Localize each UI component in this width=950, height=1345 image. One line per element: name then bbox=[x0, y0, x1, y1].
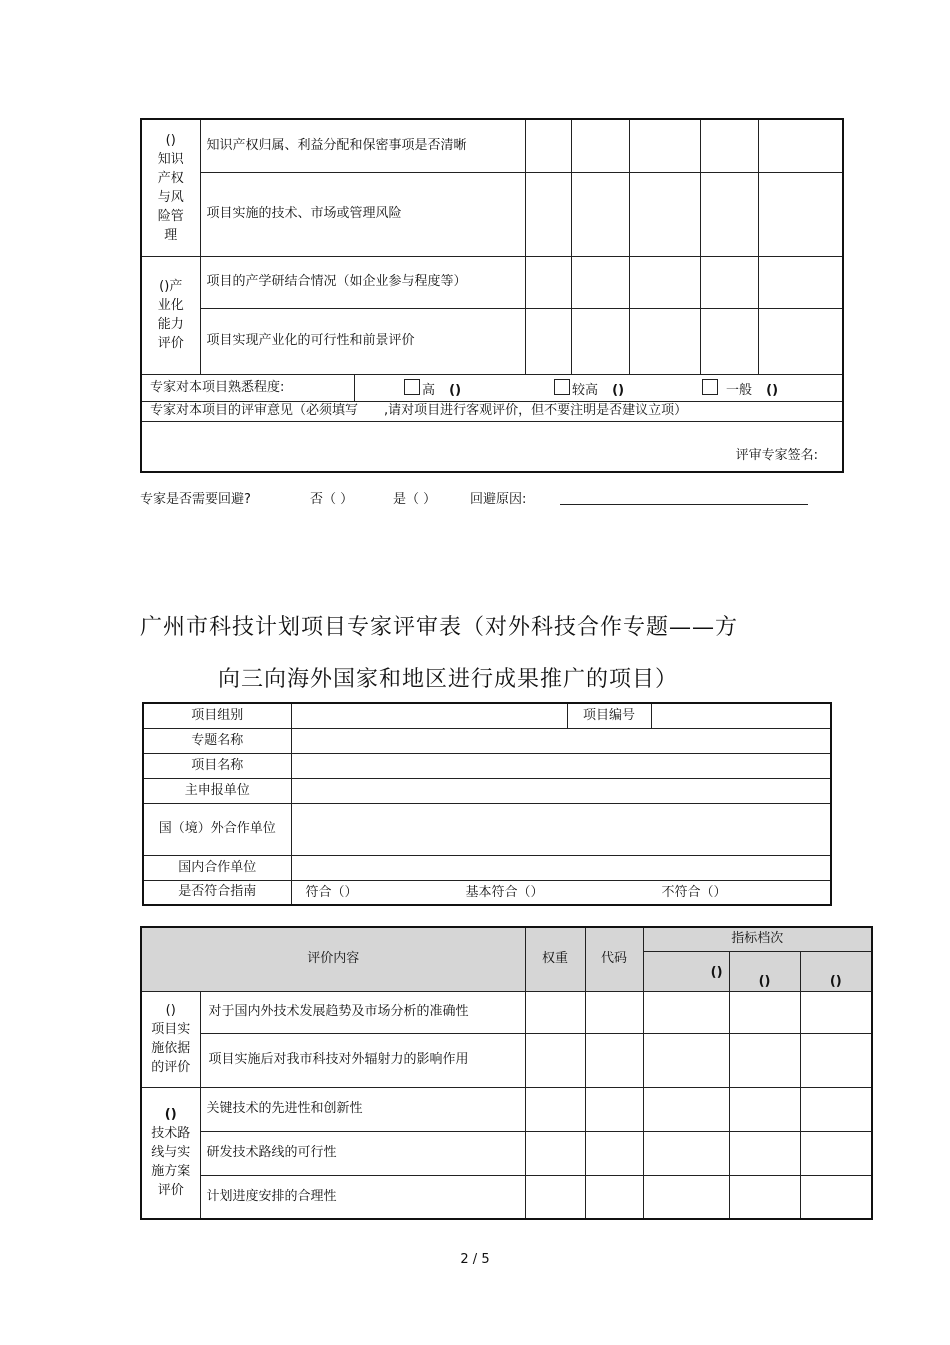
checkbox-icon[interactable] bbox=[404, 379, 420, 395]
score-cell[interactable] bbox=[585, 1175, 643, 1219]
score-cell[interactable] bbox=[758, 119, 843, 172]
score-cell[interactable] bbox=[629, 256, 700, 308]
value-group[interactable] bbox=[291, 703, 567, 728]
score-cell[interactable] bbox=[729, 1131, 800, 1175]
section-basis-label: () 项目实 施依据 的评价 bbox=[141, 991, 200, 1087]
guideline-option-basic[interactable]: 基本符合（） bbox=[465, 884, 544, 900]
label-topic: 专题名称 bbox=[143, 728, 291, 753]
criterion-industry-academia: 项目的产学研结合情况（如企业参与程度等） bbox=[200, 256, 525, 308]
criterion-route-feasibility: 研发技术路线的可行性 bbox=[200, 1131, 525, 1175]
guideline-option-match[interactable]: 符合（） bbox=[305, 884, 358, 900]
score-cell[interactable] bbox=[525, 172, 571, 256]
score-cell[interactable] bbox=[729, 1175, 800, 1219]
criterion-ip-clarity: 知识产权归属、利益分配和保密事项是否清晰 bbox=[200, 119, 525, 172]
avoidance-no[interactable]: 否（ ） bbox=[310, 492, 354, 507]
form-title-line-2: 向三向海外国家和地区进行成果推广的项目） bbox=[218, 667, 679, 692]
checkbox-icon[interactable] bbox=[702, 379, 718, 395]
score-cell[interactable] bbox=[629, 172, 700, 256]
score-cell[interactable] bbox=[700, 308, 758, 374]
familiarity-label: 专家对本项目熟悉程度: bbox=[142, 375, 355, 401]
score-cell[interactable] bbox=[571, 119, 629, 172]
guideline-options bbox=[291, 880, 831, 905]
score-cell[interactable] bbox=[758, 172, 843, 256]
score-cell[interactable] bbox=[525, 308, 571, 374]
value-topic[interactable] bbox=[291, 728, 831, 753]
score-cell[interactable] bbox=[585, 1087, 643, 1131]
score-cell[interactable] bbox=[643, 1131, 729, 1175]
criterion-trend-analysis: 对于国内外技术发展趋势及市场分析的准确性 bbox=[200, 991, 525, 1033]
form-title-line-1: 广州市科技计划项目专家评审表（对外科技合作专题——方 bbox=[140, 615, 739, 640]
score-cell[interactable] bbox=[525, 991, 585, 1033]
score-cell[interactable] bbox=[643, 991, 729, 1033]
score-cell[interactable] bbox=[800, 991, 872, 1033]
familiarity-row bbox=[141, 374, 843, 401]
score-cell[interactable] bbox=[643, 1087, 729, 1131]
familiarity-option-high[interactable]: 高 () bbox=[404, 379, 461, 400]
signature-label: 评审专家签名: bbox=[735, 448, 818, 463]
label-project: 项目名称 bbox=[143, 753, 291, 778]
score-cell[interactable] bbox=[700, 172, 758, 256]
score-cell[interactable] bbox=[629, 308, 700, 374]
value-project[interactable] bbox=[291, 753, 831, 778]
familiarity-option-average[interactable]: 一般 () bbox=[702, 379, 778, 400]
score-cell[interactable] bbox=[800, 1175, 872, 1219]
criterion-risk: 项目实施的技术、市场或管理风险 bbox=[200, 172, 525, 256]
section-industrialization-label: ()产 业化 能力 评价 bbox=[141, 256, 200, 374]
score-cell[interactable] bbox=[585, 991, 643, 1033]
checkbox-icon[interactable] bbox=[554, 379, 570, 395]
project-info-table bbox=[142, 702, 832, 906]
section-technical-route-label: () 技术路 线与实 施方案 评价 bbox=[141, 1087, 200, 1219]
score-cell[interactable] bbox=[525, 1033, 585, 1087]
label-foreign: 国（境）外合作单位 bbox=[143, 803, 291, 855]
label-group: 项目组别 bbox=[143, 703, 291, 728]
section-ip-risk-label: () 知识 产权 与风 险管 理 bbox=[141, 119, 200, 256]
score-cell[interactable] bbox=[525, 119, 571, 172]
value-foreign[interactable] bbox=[291, 803, 831, 855]
header-content: 评价内容 bbox=[141, 927, 525, 991]
score-cell[interactable] bbox=[571, 172, 629, 256]
label-number: 项目编号 bbox=[567, 703, 651, 728]
header-code: 代码 bbox=[585, 927, 643, 991]
score-cell[interactable] bbox=[525, 1131, 585, 1175]
header-weight: 权重 bbox=[525, 927, 585, 991]
score-cell[interactable] bbox=[571, 256, 629, 308]
score-cell[interactable] bbox=[800, 1087, 872, 1131]
header-grade-2: () bbox=[729, 951, 800, 991]
score-cell[interactable] bbox=[700, 119, 758, 172]
score-cell[interactable] bbox=[729, 1087, 800, 1131]
score-cell[interactable] bbox=[700, 256, 758, 308]
header-grade: 指标档次 bbox=[643, 927, 872, 951]
label-applicant: 主申报单位 bbox=[143, 778, 291, 803]
label-domestic: 国内合作单位 bbox=[143, 855, 291, 880]
familiarity-option-fairly-high[interactable]: 较高 () bbox=[554, 379, 624, 400]
avoidance-reason-label: 回避原因: bbox=[470, 492, 527, 507]
opinion-label: 专家对本项目的评审意见（必须填写 ,请对项目进行客观评价，但不要注明是否建议立项） bbox=[141, 401, 843, 421]
score-cell[interactable] bbox=[571, 308, 629, 374]
value-applicant[interactable] bbox=[291, 778, 831, 803]
score-cell[interactable] bbox=[758, 256, 843, 308]
score-cell[interactable] bbox=[643, 1033, 729, 1087]
score-cell[interactable] bbox=[585, 1033, 643, 1087]
score-cell[interactable] bbox=[525, 1087, 585, 1131]
score-cell[interactable] bbox=[800, 1033, 872, 1087]
criterion-schedule: 计划进度安排的合理性 bbox=[200, 1175, 525, 1219]
evaluation-table bbox=[140, 926, 873, 1220]
score-cell[interactable] bbox=[800, 1131, 872, 1175]
avoidance-question: 专家是否需要回避? bbox=[140, 492, 251, 507]
score-cell[interactable] bbox=[525, 256, 571, 308]
score-cell[interactable] bbox=[643, 1175, 729, 1219]
score-cell[interactable] bbox=[758, 308, 843, 374]
avoidance-yes[interactable]: 是（ ） bbox=[393, 492, 437, 507]
criterion-feasibility: 项目实现产业化的可行性和前景评价 bbox=[200, 308, 525, 374]
opinion-area[interactable] bbox=[141, 421, 843, 472]
criterion-radiation: 项目实施后对我市科技对外辐射力的影响作用 bbox=[200, 1033, 525, 1087]
score-cell[interactable] bbox=[585, 1131, 643, 1175]
label-guideline: 是否符合指南 bbox=[143, 880, 291, 905]
value-domestic[interactable] bbox=[291, 855, 831, 880]
header-grade-3: () bbox=[800, 951, 872, 991]
value-number[interactable] bbox=[651, 703, 831, 728]
header-grade-1: () bbox=[643, 951, 729, 991]
score-cell[interactable] bbox=[729, 991, 800, 1033]
criterion-innovation: 关键技术的先进性和创新性 bbox=[200, 1087, 525, 1131]
score-cell[interactable] bbox=[629, 119, 700, 172]
top-evaluation-table bbox=[140, 118, 844, 473]
avoidance-reason-input[interactable] bbox=[560, 504, 808, 505]
guideline-option-no[interactable]: 不符合（） bbox=[661, 884, 727, 900]
score-cell[interactable] bbox=[729, 1033, 800, 1087]
score-cell[interactable] bbox=[525, 1175, 585, 1219]
page-number: 2 / 5 bbox=[460, 1252, 490, 1267]
